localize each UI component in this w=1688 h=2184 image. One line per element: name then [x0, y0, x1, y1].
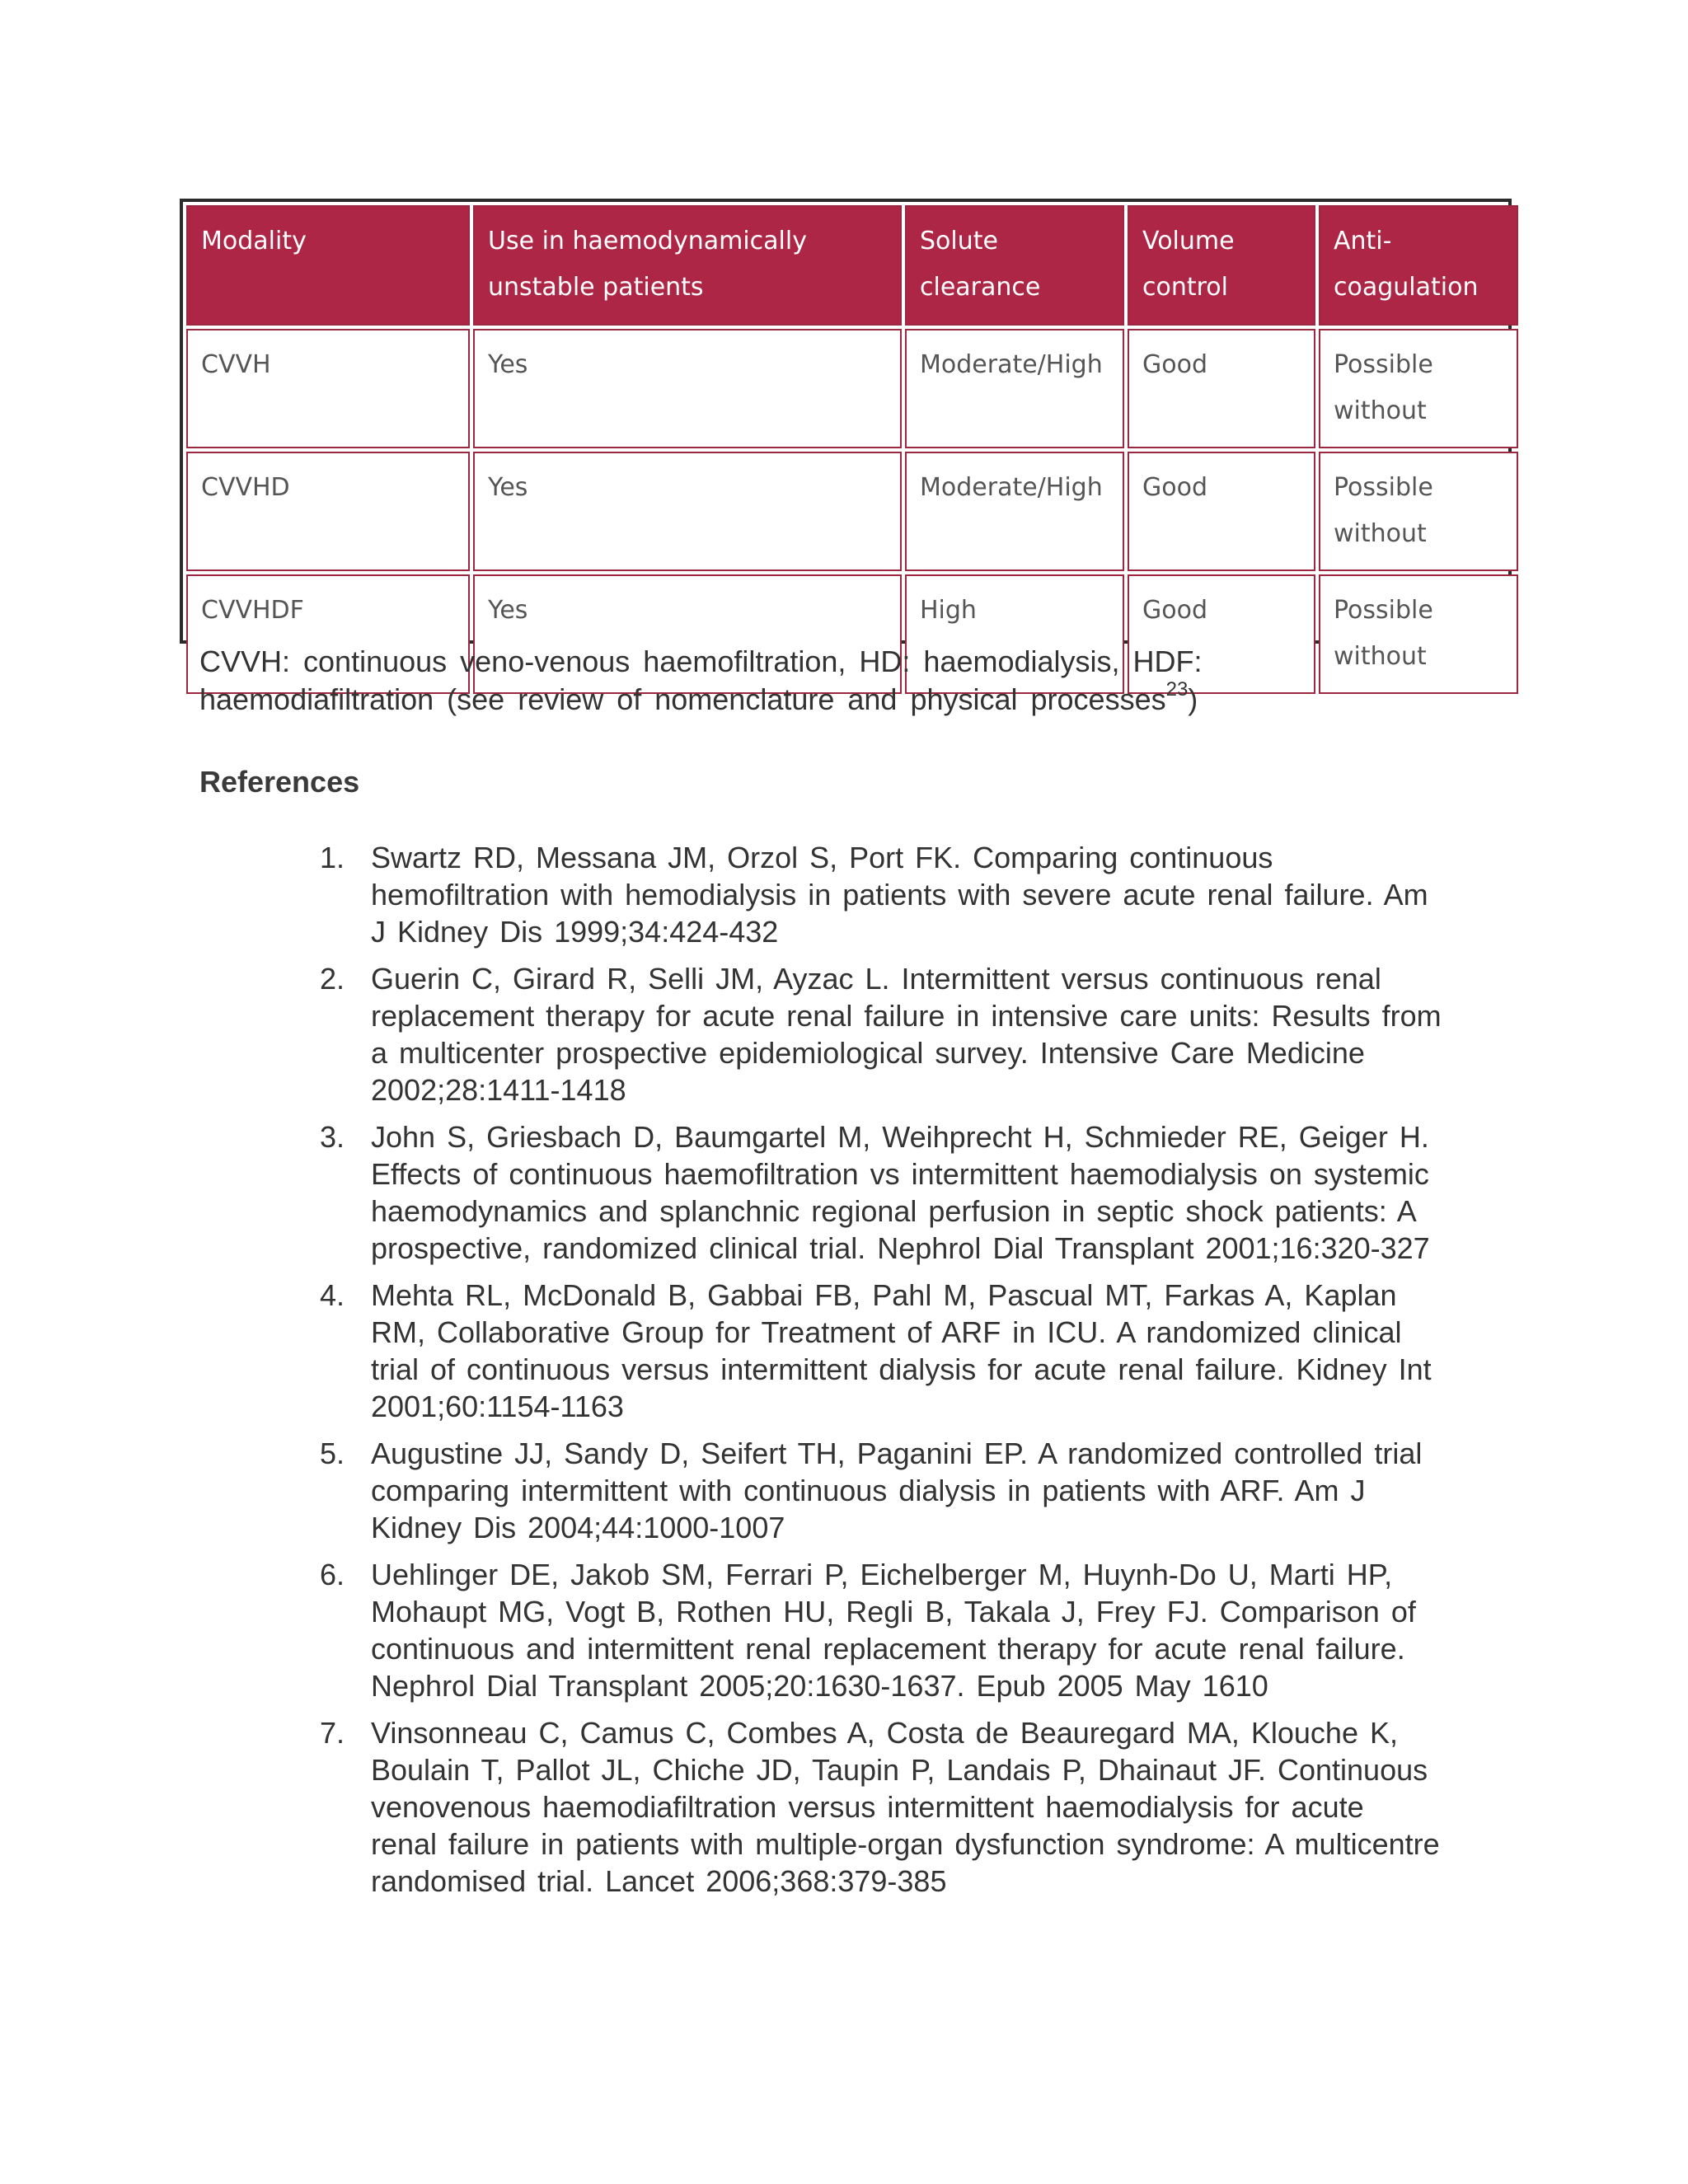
list-item: [320, 1118, 1492, 1267]
caption-line: haemodiafiltration (see review of nomenclature and physical processes: [199, 682, 1166, 716]
table: [183, 202, 1522, 697]
header-anticoagulation: [1319, 205, 1518, 326]
list-item: [320, 1435, 1492, 1546]
list-item: [320, 1277, 1492, 1425]
reference-line: a multicenter prospective epidemiological survey. Intensive Care Medicine: [371, 1036, 1365, 1070]
cell-text: without: [1334, 519, 1427, 548]
cell-modality: CVVHDF: [186, 574, 470, 694]
reference-line: Kidney Dis 2004;44:1000-1007: [371, 1511, 785, 1544]
cell-anticoagulation: [1319, 452, 1518, 571]
cell-text: Possible: [1334, 596, 1433, 625]
cell-text: without: [1334, 396, 1427, 425]
reference-number: 6.: [320, 1558, 345, 1591]
cell-modality: CVVHD: [186, 452, 470, 571]
reference-line: replacement therapy for acute renal failure in intensive care units: Results from: [371, 999, 1442, 1033]
reference-line: randomised trial. Lancet 2006;368:379-385: [371, 1864, 947, 1898]
list-item: [320, 1714, 1492, 1900]
reference-line: Uehlinger DE, Jakob SM, Ferrari P, Eichelberger M, Huynh-Do U, Marti HP,: [371, 1558, 1393, 1591]
cell-volume-control: Good: [1128, 452, 1315, 571]
cell-unstable-use: Yes: [473, 329, 902, 448]
reference-line: Augustine JJ, Sandy D, Seifert TH, Paganini EP. A randomized controlled trial: [371, 1436, 1423, 1470]
caption-line: CVVH: continuous veno-venous haemofiltration, HD: haemodialysis, HDF:: [199, 644, 1203, 678]
header-unstable-use: [473, 205, 902, 326]
reference-number: 5.: [320, 1436, 345, 1470]
header-text: Anti-: [1334, 227, 1392, 255]
header-text: Use in haemodynamically: [488, 227, 807, 255]
reference-line: trial of continuous versus intermittent dialysis for acute renal failure. Kidney Int: [371, 1352, 1432, 1386]
reference-line: hemofiltration with hemodialysis in patients with severe acute renal failure. Am: [371, 878, 1428, 912]
header-text: unstable patients: [488, 273, 704, 302]
header-solute-clearance: [905, 205, 1124, 326]
table-header-row: [186, 205, 1518, 326]
reference-number: 7.: [320, 1716, 345, 1750]
reference-list: [320, 839, 1492, 1910]
cell-modality: CVVH: [186, 329, 470, 448]
reference-line: RM, Collaborative Group for Treatment of ARF in ICU. A randomized clinical: [371, 1315, 1402, 1349]
header-text: Solute: [920, 227, 998, 255]
cell-unstable-use: Yes: [473, 574, 902, 694]
reference-line: Boulain T, Pallot JL, Chiche JD, Taupin P, Landais P, Dhainaut JF. Continuous: [371, 1753, 1428, 1787]
reference-line: comparing intermittent with continuous dialysis in patients with ARF. Am J: [371, 1474, 1366, 1507]
reference-number: 3.: [320, 1120, 345, 1154]
reference-line: 2001;60:1154-1163: [371, 1390, 624, 1423]
reference-line: 2002;28:1411-1418: [371, 1073, 626, 1107]
reference-line: renal failure in patients with multiple-organ dysfunction syndrome: A multicentre: [371, 1827, 1440, 1861]
cell-solute-clearance: High: [905, 574, 1124, 694]
reference-line: venovenous haemodiafiltration versus intermittent haemodialysis for acute: [371, 1790, 1364, 1824]
reference-number: 1.: [320, 841, 345, 874]
header-text: Volume: [1142, 227, 1235, 255]
cell-solute-clearance: Moderate/High: [905, 452, 1124, 571]
reference-line: Mehta RL, McDonald B, Gabbai FB, Pahl M, Pascual MT, Farkas A, Kaplan: [371, 1278, 1397, 1312]
cell-text: Possible: [1334, 473, 1433, 502]
table-row: [186, 329, 1518, 448]
reference-number: 4.: [320, 1278, 345, 1312]
cell-unstable-use: Yes: [473, 452, 902, 571]
cell-text: Possible: [1334, 350, 1433, 379]
header-text: Modality: [201, 227, 307, 255]
cell-volume-control: Good: [1128, 329, 1315, 448]
header-text: coagulation: [1334, 273, 1479, 302]
reference-line: haemodynamics and splanchnic regional perfusion in septic shock patients: A: [371, 1194, 1417, 1228]
reference-line: continuous and intermittent renal replacement therapy for acute renal failure.: [371, 1632, 1405, 1666]
reference-line: Nephrol Dial Transplant 2005;20:1630-1637. Epub 2005 May 1610: [371, 1669, 1268, 1703]
caption-citation: 23: [1165, 678, 1189, 701]
list-item: [320, 1556, 1492, 1704]
reference-line: Effects of continuous haemofiltration vs intermittent haemodialysis on systemic: [371, 1157, 1429, 1191]
table-caption: [199, 643, 1485, 719]
header-modality: [186, 205, 470, 326]
cell-solute-clearance: Moderate/High: [905, 329, 1124, 448]
header-text: clearance: [920, 273, 1041, 302]
reference-line: Vinsonneau C, Camus C, Combes A, Costa de Beauregard MA, Klouche K,: [371, 1716, 1398, 1750]
reference-number: 2.: [320, 962, 345, 996]
reference-line: Guerin C, Girard R, Selli JM, Ayzac L. Intermittent versus continuous renal: [371, 962, 1381, 996]
references-heading: References: [199, 765, 360, 799]
list-item: [320, 960, 1492, 1108]
reference-line: Mohaupt MG, Vogt B, Rothen HU, Regli B, Takala J, Frey FJ. Comparison of: [371, 1595, 1416, 1629]
table-row: [186, 452, 1518, 571]
reference-line: Swartz RD, Messana JM, Orzol S, Port FK. Comparing continuous: [371, 841, 1273, 874]
reference-line: J Kidney Dis 1999;34:424-432: [371, 915, 779, 949]
header-volume-control: [1128, 205, 1315, 326]
caption-closing: ): [1188, 682, 1198, 716]
reference-line: John S, Griesbach D, Baumgartel M, Weihprecht H, Schmieder RE, Geiger H.: [371, 1120, 1429, 1154]
cell-anticoagulation: [1319, 329, 1518, 448]
reference-line: prospective, randomized clinical trial. Nephrol Dial Transplant 2001;16:320-327: [371, 1231, 1430, 1265]
list-item: [320, 839, 1492, 950]
cell-volume-control: Good: [1128, 574, 1315, 694]
cell-text: without: [1334, 642, 1427, 671]
header-text: control: [1142, 273, 1228, 302]
